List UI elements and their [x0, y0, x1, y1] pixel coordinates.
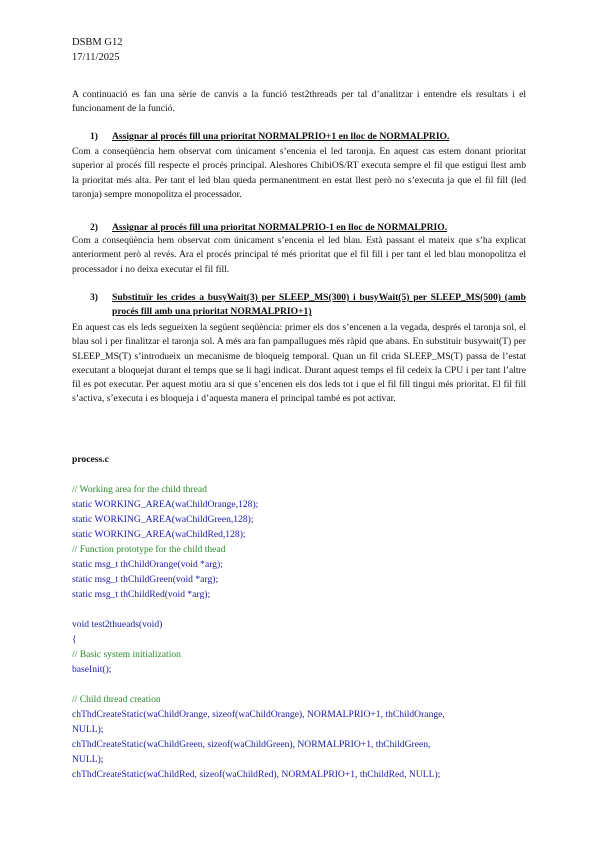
- code-line: [72, 677, 542, 692]
- code-comment-line: // Working area for the child thread: [72, 484, 207, 495]
- code-line: static WORKING_AREA(waChildRed,128);: [72, 529, 246, 540]
- course-label: DSBM G12: [72, 37, 123, 48]
- code-line: static msg_t thChildOrange(void *arg);: [72, 559, 223, 570]
- code-line: static msg_t thChildRed(void *arg);: [72, 589, 211, 600]
- code-line: {: [72, 634, 77, 645]
- code-line: static WORKING_AREA(waChildGreen,128);: [72, 514, 254, 525]
- code-line: NULL);: [72, 754, 104, 765]
- section-3-heading: [90, 291, 526, 320]
- section-2-number: 2): [90, 222, 98, 233]
- section-3-number: 3): [90, 292, 98, 303]
- section-2-title: Assignar al procés fill una prioritat NORMALPRIO-1 en lloc de NORMALPRIO.: [112, 222, 448, 233]
- code-line: chThdCreateStatic(waChildOrange, sizeof(waChildOrange), NORMALPRIO+1, thChildOrange,: [72, 709, 445, 720]
- intro-paragraph: A continuació es fan una sèrie de canvis a la funció test2threads per tal d’analitzar i entendre els resultats i el funcionament de la funció.: [72, 89, 526, 115]
- date-label: 17/11/2025: [72, 52, 120, 63]
- section-1-heading: [90, 130, 449, 144]
- code-comment-line: // Child thread creation: [72, 694, 161, 705]
- code-line: baseInit();: [72, 664, 112, 675]
- code-line: static WORKING_AREA(waChildOrange,128);: [72, 499, 259, 510]
- section-2-body: Com a conseqüència hem observat com únicament s’encenia el led blau. Està passant el mateix que s’ha explicat anteriorment però al revés. Ara el procés principal té més prioritat que el fil fill i per tant el led blau monopolitza el processador i no deixa executar el fil fill.: [72, 235, 526, 275]
- code-comment-line: // Function prototype for the child thead: [72, 544, 226, 555]
- section-3-title: Substituïr les crides a busyWait(3) per SLEEP_MS(300) i busyWait(5) per SLEEP_MS(500) (amb procés fill amb una prioritat NORMALPRIO+1): [112, 292, 526, 318]
- section-1-title: Assignar al procés fill una prioritat NORMALPRIO+1 en lloc de NORMALPRIO.: [112, 131, 450, 142]
- code-line: void test2thueads(void): [72, 619, 163, 630]
- code-listing: [72, 482, 542, 782]
- code-comment-line: // Basic system initialization: [72, 649, 181, 660]
- code-line: chThdCreateStatic(waChildGreen, sizeof(waChildGreen), NORMALPRIO+1, thChildGreen,: [72, 739, 431, 750]
- code-line: NULL);: [72, 724, 104, 735]
- section-3-body: En aquest cas els leds segueixen la següent seqüència: primer els dos s’encenen a la vegada, després el taronja sol, el blau sol i per finalitzar el taronja sol. A més ara fan pampallugues més ràpid que abans. En substituir busywait(T) per SLEEP_MS(T) s’introdueix un mecanisme de bloqueig temporal. Quan un fil crida SLEEP_MS(T) passa de l’estat executant a bloquejat durant el temps que se li hagi indicat. Durant aquest temps el fil cedeix la CPU i per tant l’altre fil es pot executar. Per aquest motiu ara si que s’encenen els dos leds tot i que el fil fill tingui més prioritat. El fil fill s’activa, s’executa i es bloqueja i d’aquesta manera el principal també es pot activar.: [72, 322, 526, 405]
- code-line: [72, 602, 542, 617]
- section-1-number: 1): [90, 131, 98, 142]
- code-line: chThdCreateStatic(waChildRed, sizeof(waChildRed), NORMALPRIO+1, thChildRed, NULL);: [72, 769, 441, 780]
- section-1-body: Com a conseqüència hem observat com únicament s’encenia el led taronja. En aquest cas estem donant prioritat superior al procés fill respecte el procés principal. Aleshores ChibiOS/RT executa sempre el fil que estigui llest amb la prioritat més alta. Per tant el led blau queda permanentment en estat llest però no s’executa ja que el fil fill (led taronja) sempre monopolitza el processador.: [72, 146, 526, 200]
- code-line: static msg_t thChildGreen(void *arg);: [72, 574, 219, 585]
- source-file-name: process.c: [72, 454, 109, 465]
